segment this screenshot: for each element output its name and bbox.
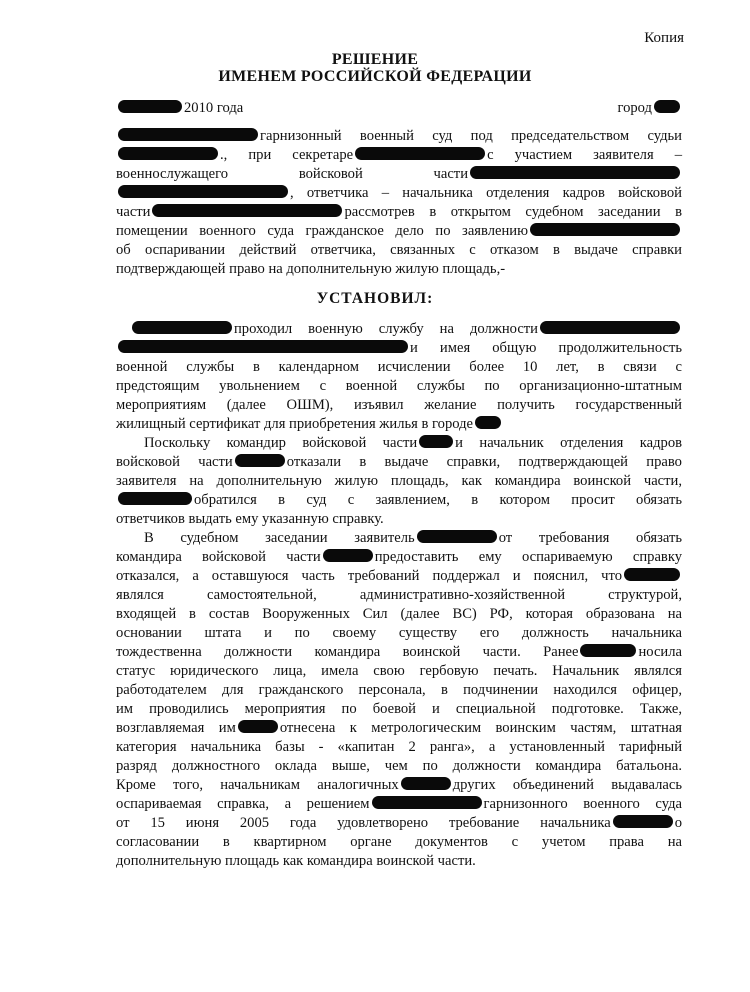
body-line: обратился в суд с заявлением, в котором просит обязать xyxy=(116,491,682,509)
body-line: статус юридического лица, имела свою гербовую печать. Начальник являлся xyxy=(116,663,682,679)
intro-line: об оспаривании действий ответчика, связанных с отказом в выдаче справки xyxy=(116,242,682,258)
redaction xyxy=(417,530,497,543)
body-line: проходил военную службу на должности xyxy=(116,320,682,338)
redaction xyxy=(540,321,680,334)
body-line: тождественна должности командира воинской части. Ранее носила xyxy=(116,644,682,660)
body-line: дополнительную площадь как командира воинской части. xyxy=(116,853,476,869)
redaction xyxy=(580,644,636,657)
document-title: РЕШЕНИЕ xyxy=(331,51,419,68)
redaction xyxy=(118,185,288,198)
redaction xyxy=(118,100,182,113)
section-heading: УСТАНОВИЛ: xyxy=(316,290,434,307)
body-line: входящей в состав Вооруженных Сил (далее ВС) РФ, которая образована на xyxy=(116,606,682,622)
redaction xyxy=(530,223,680,236)
intro-line: военнослужащего войсковой части xyxy=(116,165,682,183)
body-line: работодателем для гражданского персонала, в подчинении находился офицер, xyxy=(116,682,682,698)
body-line: оспариваемая справка, а решением гарнизонного военного суда xyxy=(116,796,682,812)
redaction xyxy=(372,796,482,809)
body-line: войсковой части отказали в выдаче справки, подтверждающей право xyxy=(116,454,682,470)
redaction xyxy=(118,147,218,160)
body-line: согласовании в квартирном органе документов с учетом права на xyxy=(116,834,682,850)
body-line: предстоящим увольнением с военной службы по организационно-штатным xyxy=(116,378,682,394)
copy-mark: Копия xyxy=(644,30,684,46)
redaction xyxy=(613,815,673,828)
body-line: от 15 июня 2005 года удовлетворено требование начальника о xyxy=(116,815,682,831)
redaction xyxy=(118,128,258,141)
redaction xyxy=(323,549,373,562)
redaction xyxy=(624,568,680,581)
intro-line: подтверждающей право на дополнительную жилую площадь,- xyxy=(116,261,506,277)
body-line: разряд должностного оклада выше, чем по должности командира батальона. xyxy=(116,758,682,774)
redaction xyxy=(118,340,408,353)
body-line: заявителя на дополнительную жилую площадь, как командира воинской части, xyxy=(116,473,682,489)
body-line: Поскольку командир войсковой части и начальник отделения кадров xyxy=(144,435,683,451)
body-line: являлся самостоятельной, административно-хозяйственной структурой, xyxy=(116,587,682,603)
body-line: мероприятиям (далее ОШМ), изъявил желание получить государственный xyxy=(116,397,682,413)
intro-line: гарнизонный военный суд под председательством судьи xyxy=(116,127,682,145)
redaction xyxy=(401,777,451,790)
redaction xyxy=(654,100,680,113)
body-line: возглавляемая им отнесена к метрологическим воинским частям, штатная xyxy=(116,720,683,736)
intro-line: части рассмотрев в открытом судебном заседании в xyxy=(116,204,682,220)
redaction xyxy=(235,454,285,467)
intro-line: помещении военного суда гражданское дело по заявлению xyxy=(116,222,682,240)
redaction xyxy=(238,720,278,733)
body-line: и имея общую продолжительность xyxy=(116,339,682,357)
body-line: им проводились мероприятия по боевой и специальной подготовке. Также, xyxy=(116,701,682,717)
redaction xyxy=(152,204,342,217)
body-line: командира войсковой части предоставить ему оспариваемую справку xyxy=(116,549,683,565)
redaction xyxy=(132,321,232,334)
redaction xyxy=(470,166,680,179)
redaction xyxy=(419,435,453,448)
body-line: жилищный сертификат для приобретения жилья в городе xyxy=(116,415,682,433)
redaction xyxy=(355,147,485,160)
body-line: военной службы в календарном исчислении более 10 лет, в связи с xyxy=(116,359,682,375)
redaction xyxy=(475,416,501,429)
body-line: Кроме того, начальникам аналогичных других объединений выдавалась xyxy=(116,777,682,793)
redaction xyxy=(118,492,192,505)
intro-line: ., при секретаре с участием заявителя – xyxy=(116,146,682,164)
date-text: 2010 года xyxy=(184,100,244,116)
body-line: ответчиков выдать ему указанную справку. xyxy=(116,511,384,527)
body-line: категория начальника базы - «капитан 2 ранга», а установленный тарифный xyxy=(116,739,682,755)
city-text: город xyxy=(617,99,682,117)
date-line xyxy=(116,99,682,117)
intro-line: , ответчика – начальника отделения кадров войсковой xyxy=(116,184,682,202)
body-line: основании штата и по своему существу его должность начальника xyxy=(116,625,682,641)
body-line: В судебном заседании заявитель от требования обязать xyxy=(144,530,682,546)
document-subtitle: ИМЕНЕМ РОССИЙСКОЙ ФЕДЕРАЦИИ xyxy=(218,68,532,85)
body-line: отказался, а оставшуюся часть требований поддержал и пояснил, что xyxy=(116,567,682,585)
